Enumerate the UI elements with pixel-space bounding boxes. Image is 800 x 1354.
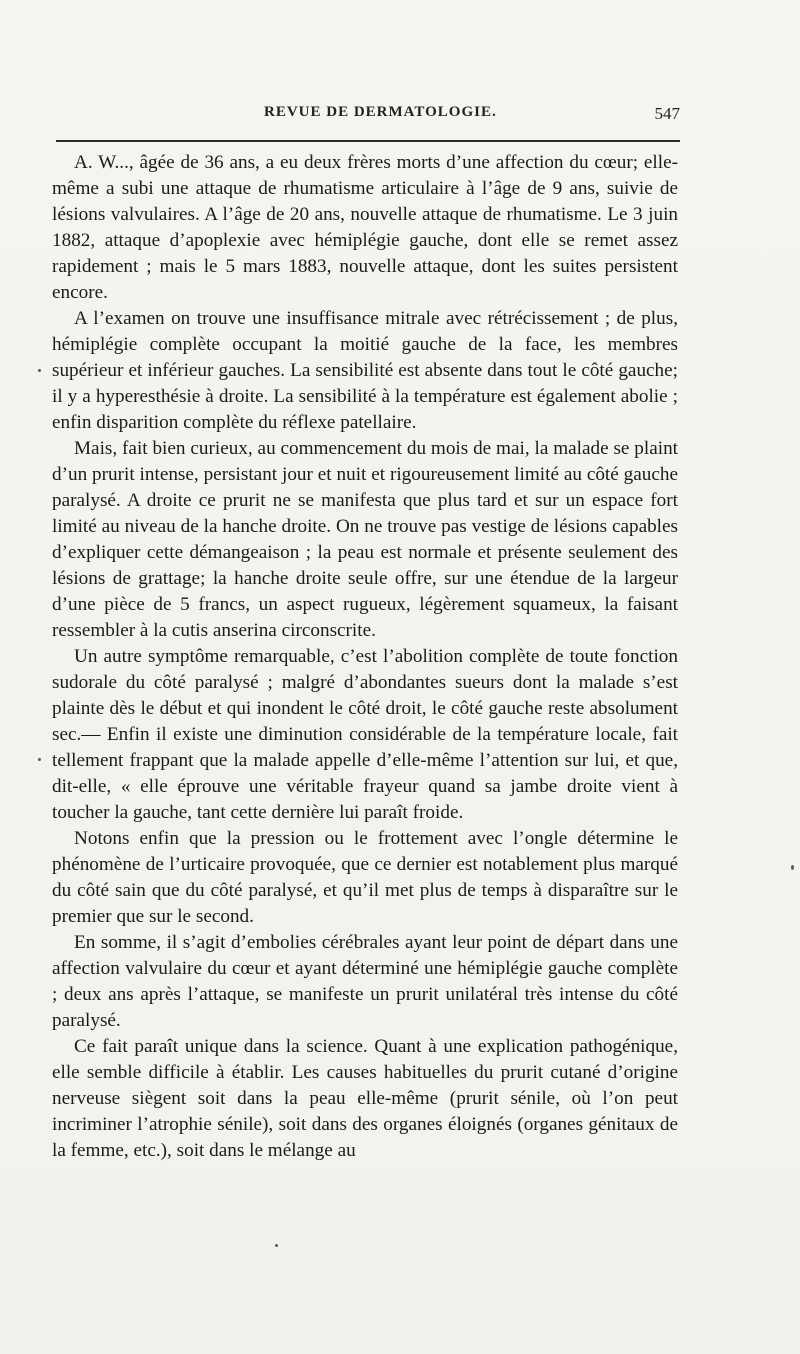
body-text xyxy=(52,150,678,1164)
ink-speck xyxy=(38,369,41,372)
ink-speck xyxy=(791,865,794,870)
paragraph-4: Un autre symptôme remarquable, c’est l’abolition complète de toute fonction sudorale du côté paralysé ; malgré d’abondantes sueurs dont la malade s’est plainte dès le début et qui inondent le côté droit, le côté gauche reste absolument sec.— Enfin il existe une diminution considérable de la température locale, fait tellement frappant que la malade appelle d’elle-même l’attention sur lui, et que, dit-elle, « elle éprouve une véritable frayeur quand sa jambe droite vient à toucher la gauche, tant cette dernière lui paraît froide. xyxy=(52,646,678,823)
journal-title: REVUE DE DERMATOLOGIE. xyxy=(264,104,497,120)
paragraph-6: En somme, il s’agit d’embolies cérébrales ayant leur point de départ dans une affection valvulaire du cœur et ayant déterminé une hémiplégie gauche complète ; deux ans après l’attaque, se manifeste un prurit unilatéral très intense du côté paralysé. xyxy=(52,932,678,1031)
page-number: 547 xyxy=(654,104,680,123)
running-header xyxy=(56,104,680,126)
paragraph-7: Ce fait paraît unique dans la science. Quant à une explication pathogénique, elle semble difficile à établir. Les causes habituelles du prurit cutané d’origine nerveuse siègent soit dans la peau elle-même (prurit sénile, où l’on peut incriminer l’atrophie sénile), soit dans des organes éloignés (organes génitaux de la femme, etc.), soit dans le mélange au xyxy=(52,1036,678,1161)
paragraph-1: A. W..., âgée de 36 ans, a eu deux frères morts d’une affection du cœur; elle-même a subi une attaque de rhumatisme articulaire à l’âge de 9 ans, suivie de lésions valvulaires. A l’âge de 20 ans, nouvelle attaque de rhumatisme. Le 3 juin 1882, attaque d’apoplexie avec hémiplégie gauche, dont elle se remet assez rapidement ; mais le 5 mars 1883, nouvelle attaque, dont les suites persistent encore. xyxy=(52,152,678,303)
paragraph-5: Notons enfin que la pression ou le frottement avec l’ongle détermine le phénomène de l’urticaire provoquée, que ce dernier est notablement plus marqué du côté sain que du côté paralysé, et qu’il met plus de temps à disparaître sur le premier que sur le second. xyxy=(52,828,678,927)
header-rule xyxy=(56,140,680,142)
paragraph-3: Mais, fait bien curieux, au commencement du mois de mai, la malade se plaint d’un prurit intense, persistant jour et nuit et rigoureusement limité au côté gauche paralysé. A droite ce prurit ne se manifesta que plus tard et sur un espace fort limité au niveau de la hanche droite. On ne trouve pas vestige de lésions capables d’expliquer cette démangeaison ; la peau est normale et présente seulement des lésions de grattage; la hanche droite seule offre, sur une étendue de la largeur d’une pièce de 5 francs, un aspect rugueux, légèrement squameux, la faisant ressembler à la cutis anserina circonscrite. xyxy=(52,438,678,641)
ink-speck xyxy=(38,758,41,761)
ink-speck xyxy=(275,1244,278,1247)
paragraph-2: A l’examen on trouve une insuffisance mitrale avec rétrécissement ; de plus, hémiplégie complète occupant la moitié gauche de la face, les membres supérieur et inférieur gauches. La sensibilité est absente dans tout le côté gauche; il y a hyperesthésie à droite. La sensibilité à la température est également abolie ; enfin disparition complète du réflexe patellaire. xyxy=(52,308,678,433)
